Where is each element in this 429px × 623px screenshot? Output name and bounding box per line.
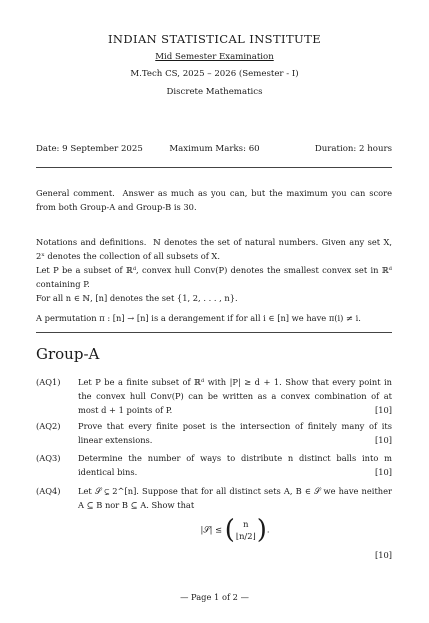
page-footer: — Page 1 of 2 — — [180, 592, 249, 602]
notations-line1 — [36, 236, 392, 264]
question-label: (AQ3) — [36, 453, 61, 463]
question-aq3 — [36, 452, 392, 480]
general-comment-label: General comment. — [36, 188, 115, 198]
question-label: (AQ2) — [36, 421, 61, 431]
max-marks: Maximum Marks: 60 — [169, 144, 260, 154]
left-paren: ( — [224, 514, 235, 545]
exam-date: Date: 9 September 2025 — [36, 144, 143, 154]
exam-title: Mid Semester Examination — [155, 52, 274, 62]
notations-label: Notations and definitions. — [36, 237, 147, 247]
notations-line3: For all n ∈ ℕ, [n] denotes the set {1, 2, . . . , n}. — [36, 293, 238, 303]
binomial-top: n — [243, 518, 249, 529]
question-text: Determine the number of ways to distribute n distinct balls into m identical bins. — [78, 453, 392, 477]
question-label: (AQ4) — [36, 486, 61, 496]
general-comment-text: Answer as much as you can, but the maximum you can score from both Group-A and Group-B is 30. — [36, 188, 392, 212]
question-aq4 — [36, 485, 392, 562]
divider — [36, 332, 392, 333]
general-comment — [36, 187, 392, 215]
formula-lhs: |𝒮| ≤ — [200, 524, 223, 535]
binomial-formula — [78, 514, 392, 545]
notations-line2: Let P be a subset of ℝᵈ, convex hull Conv(P) denotes the smallest convex set in ℝᵈ containing P. — [36, 265, 392, 289]
question-text: Let 𝒮 ⊊ 2^[n]. Suppose that for all distinct sets A, B ∈ 𝒮 we have neither A ⊆ B nor B ⊆ A. Show that — [78, 486, 392, 510]
notations-line4: A permutation π : [n] → [n] is a derangement if for all i ∈ [n] we have π(i) ≠ i. — [36, 313, 361, 323]
institute-name: INDIAN STATISTICAL INSTITUTE — [107, 32, 321, 46]
question-marks: [10] — [374, 466, 392, 477]
question-aq2 — [36, 420, 392, 448]
binomial-coefficient — [224, 514, 267, 545]
question-marks: [10] — [374, 434, 392, 445]
programme: M.Tech CS, 2025 – 2026 (Semester - I) — [130, 69, 299, 79]
question-marks: [10] — [374, 549, 392, 560]
group-a-title: Group-A — [36, 345, 100, 363]
binomial-stack — [235, 518, 257, 542]
question-text: Prove that every finite poset is the intersection of finitely many of its linear extensions. — [78, 421, 392, 445]
notations-text-1: ℕ denotes the set of natural numbers. Given any set X, 2ˣ denotes the collection of all subsets of X. — [36, 237, 392, 261]
question-label: (AQ1) — [36, 377, 61, 387]
right-paren: ) — [256, 514, 267, 545]
duration: Duration: 2 hours — [314, 144, 392, 154]
question-aq1 — [36, 376, 392, 417]
binomial-bottom: ⌊n/2⌋ — [235, 530, 256, 541]
divider — [36, 167, 392, 168]
question-marks: [10] — [374, 404, 392, 415]
subject: Discrete Mathematics — [166, 87, 263, 97]
question-text: Let P be a finite subset of ℝᵈ with |P| ≥ d + 1. Show that every point in the convex hull Conv(P) can be written as a convex combination of at most d + 1 points of P. — [78, 377, 392, 415]
formula-end: . — [266, 524, 270, 535]
